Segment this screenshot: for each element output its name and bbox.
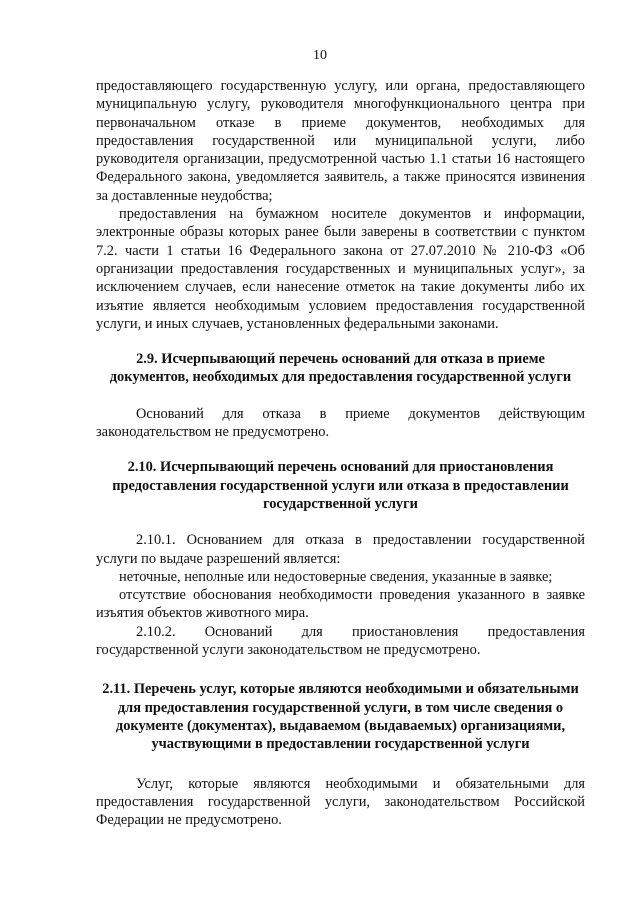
heading-section-2-10: 2.10. Исчерпывающий перечень оснований для приостановления предоставления государственной услуги или отказа в предоставлении государственной услуги	[112, 459, 569, 512]
paragraph-no-justification: отсутствие обоснования необходимости проведения указанного в заявке изъятия объектов животного мира.	[96, 587, 585, 622]
paragraph-no-refusal-grounds: Оснований для отказа в приеме документов действующим законодательством не предусмотрено.	[96, 405, 585, 441]
paragraph-refusal-apology: предоставляющего государственную услугу, или органа, предоставляющего муниципальную услугу, руководителя многофункционального центра при первоначальном отказе в приеме документов, необходимых для предоставления государственной или муниципальной услуги, либо руководителя организации, предусмотренной частью 1.1 статьи 16 настоящего Федерального закона, уведомляется заявитель, а также приносятся извинения за доставленные неудобства;	[96, 78, 585, 204]
paragraph-2-10-2: 2.10.2. Оснований для приостановления предоставления государственной услуги законодательством не предусмотрено.	[96, 623, 585, 659]
paragraph-paper-documents: предоставления на бумажном носителе документов и информации, электронные образы которых ранее были заверены в соответствии с пунктом 7.2. части 1 статьи 16 Федерального закона от 27.07.2010 № 210-ФЗ «Об организации предоставления государственных и муниципальных услуг», за исключением случаев, если нанесение отметок на такие документы либо их изъятие является необходимым условием предоставления государственной услуги, и иных случаев, установленных федеральными законами.	[96, 206, 585, 332]
document-body	[96, 77, 585, 829]
heading-section-2-9: 2.9. Исчерпывающий перечень оснований для отказа в приеме документов, необходимых для предоставления государственной услуги	[109, 351, 572, 386]
paragraph-2-10-1: 2.10.1. Основанием для отказа в предоставлении государственной услуги по выдаче разрешений является:	[96, 532, 585, 567]
paragraph-no-required-services: Услуг, которые являются необходимыми и обязательными для предоставления государственной услуги, законодательством Российской Федерации не предусмотрено.	[96, 775, 585, 829]
paragraph-inaccurate-info: неточные, неполные или недостоверные сведения, указанные в заявке;	[119, 568, 553, 585]
heading-section-2-11: 2.11. Перечень услуг, которые являются необходимыми и обязательными для предоставления государственной услуги, в том числе сведения о документе (документах), выдаваемом (выдаваемых) организациями, участвующими в предоставлении государственной услуги	[102, 681, 579, 753]
page-number: 10	[313, 48, 327, 63]
